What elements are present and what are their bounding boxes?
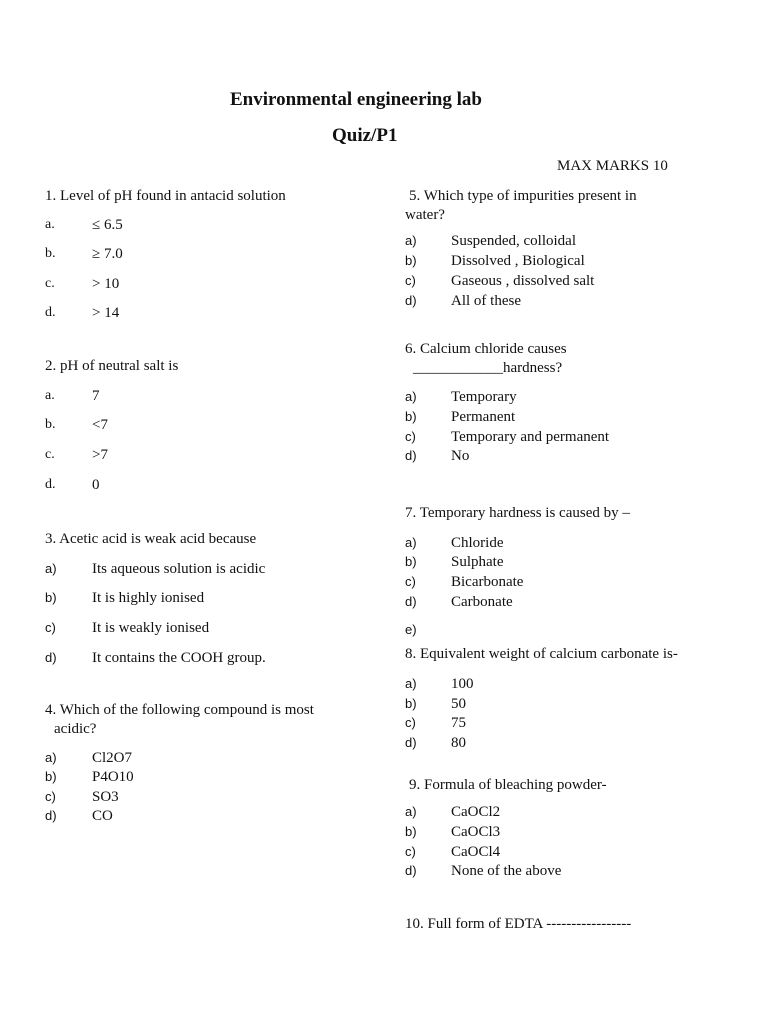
question-text: 3. Acetic acid is weak acid because xyxy=(45,531,257,547)
question-text: 1. Level of pH found in antacid solution xyxy=(45,188,286,204)
quiz-code: Quiz/P1 xyxy=(332,125,398,146)
question-text: 4. Which of the following compound is most xyxy=(45,702,314,718)
question-text: 6. Calcium chloride causes xyxy=(405,341,567,357)
question-text: 8. Equivalent weight of calcium carbonate is- xyxy=(405,646,678,662)
question-text-continued: acidic? xyxy=(54,721,97,737)
question-text: 9. Formula of bleaching powder- xyxy=(409,777,607,793)
max-marks: MAX MARKS 10 xyxy=(557,158,668,174)
question-text: 5. Which type of impurities present in xyxy=(409,188,637,204)
question-text: 2. pH of neutral salt is xyxy=(45,358,179,374)
question-text-continued: ____________hardness? xyxy=(413,360,563,376)
question-text-continued: water? xyxy=(405,207,445,223)
question-text: 10. Full form of EDTA ----------------- xyxy=(405,916,632,932)
page-title: Environmental engineering lab xyxy=(230,89,482,110)
question-text: 7. Temporary hardness is caused by – xyxy=(405,505,630,521)
